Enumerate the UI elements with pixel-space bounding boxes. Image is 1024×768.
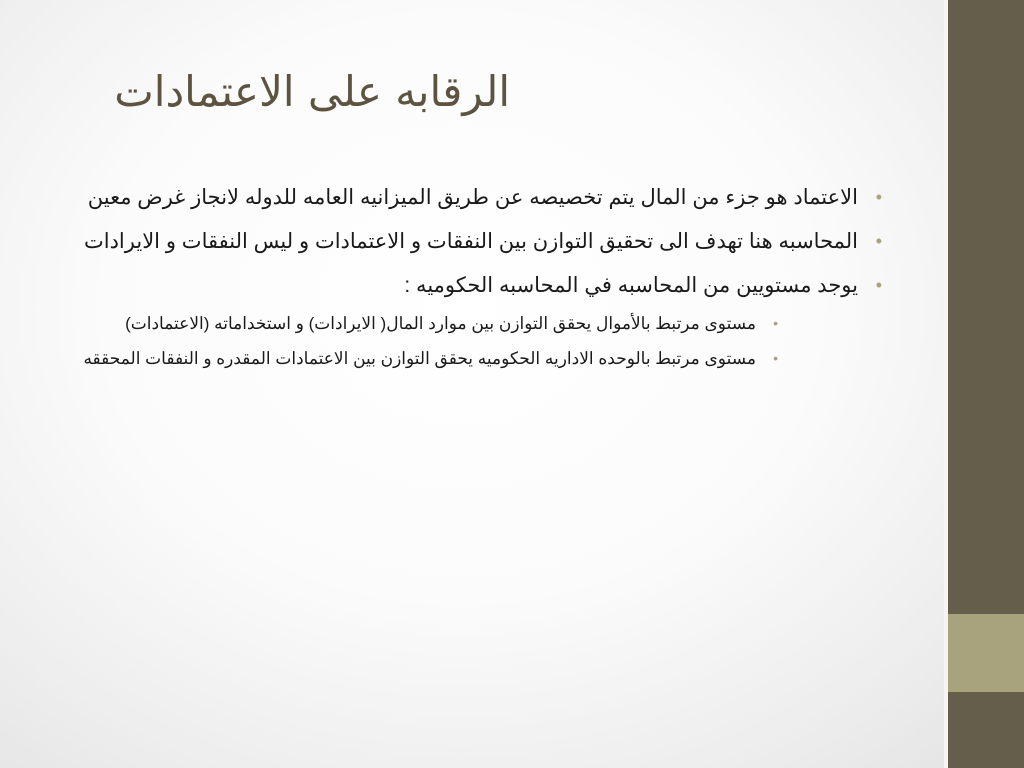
sub-bullet-item-2 [60, 344, 858, 373]
bullet-marker: • [875, 275, 882, 295]
slide-title: الرقابه على الاعتمادات [114, 67, 510, 116]
sub-bullet-marker: • [773, 315, 778, 331]
bullet-item-3 [60, 268, 888, 373]
bullet-item-1 [60, 180, 888, 215]
sub-bullet-list [60, 309, 858, 373]
bullet-item-2 [60, 224, 888, 259]
sub-bullet-text: مستوى مرتبط بالأموال يحقق التوازن بين موارد المال( الايرادات) و استخداماته (الاعتمادات) [125, 314, 756, 333]
bullet-text: يوجد مستويين من المحاسبه في المحاسبه الحكوميه : [404, 274, 858, 297]
bullet-marker: • [875, 187, 882, 207]
bullet-text: المحاسبه هنا تهدف الى تحقيق التوازن بين النفقات و الاعتمادات و ليس النفقات و الايرادات [83, 230, 858, 253]
bullet-text: الاعتماد هو جزء من المال يتم تخصيصه عن طريق الميزانيه العامه للدوله لانجاز غرض معين [87, 186, 858, 209]
sub-bullet-item-1 [60, 309, 858, 338]
side-accent-block [948, 614, 1024, 692]
slide-content [60, 180, 888, 382]
bullet-list [60, 180, 888, 373]
bullet-marker: • [875, 231, 882, 251]
sub-bullet-marker: • [773, 350, 778, 366]
sub-bullet-text: مستوى مرتبط بالوحده الاداريه الحكوميه يحقق التوازن بين الاعتمادات المقدره و النفقات المحققه [83, 349, 756, 368]
